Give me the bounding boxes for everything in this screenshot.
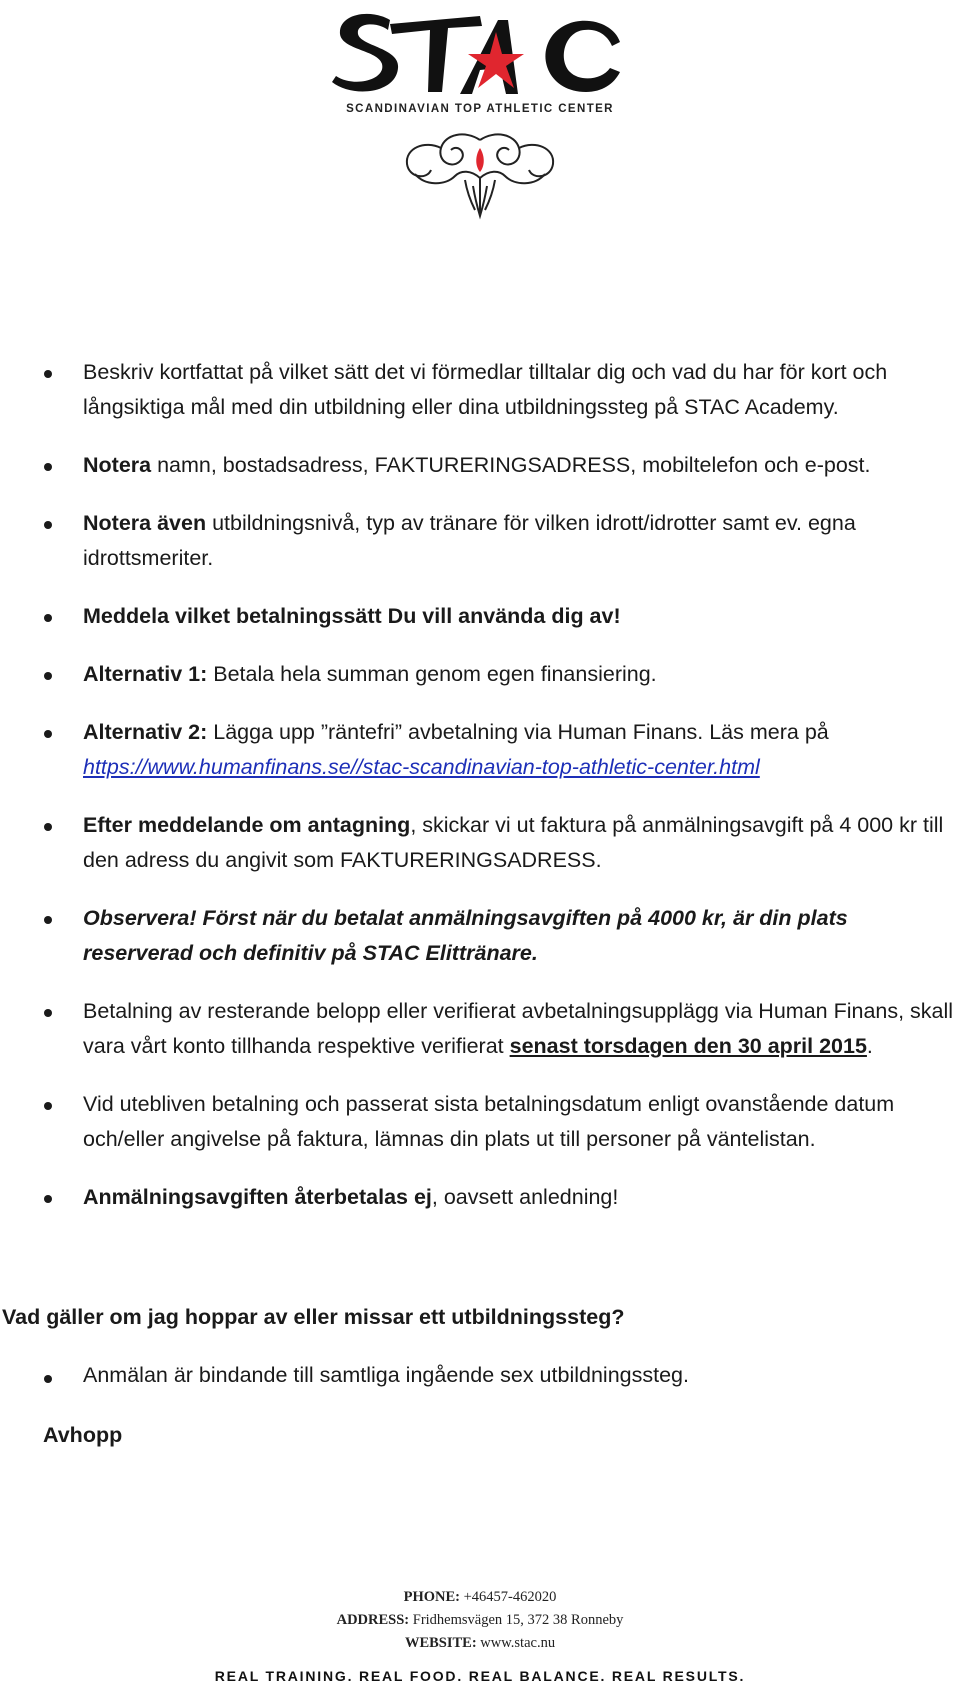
footer-website: WEBSITE: www.stac.nu [404, 1635, 556, 1651]
list-item: Beskriv kortfattat på vilket sätt det vi förmedlar tilltalar dig och vad du har för kort och långsiktiga mål med din utbildning eller dina utbildningssteg på STAC Academy. [0, 355, 960, 425]
ornament-icon [395, 130, 565, 220]
list-item: Anmälan är bindande till samtliga ingående sex utbildningssteg. [0, 1360, 960, 1390]
list-item: Anmälningsavgiften återbetalas ej, oavsett anledning! [0, 1180, 960, 1215]
logo-tagline: SCANDINAVIAN TOP ATHLETIC CENTER [346, 103, 614, 115]
list-item: Efter meddelande om antagning, skickar vi ut faktura på anmälningsavgift på 4 000 kr till den adress du angivit som FAKTURERINGSADRESS. [0, 808, 960, 878]
list-item: Alternativ 2: Lägga upp ”räntefri” avbetalning via Human Finans. Läs mera på https://www.humanfinans.se//stac-scandinavian-top-athletic-center.html [0, 715, 960, 785]
human-finans-link[interactable]: https://www.humanfinans.se//stac-scandinavian-top-athletic-center.html [83, 755, 760, 779]
list-item: Observera! Först när du betalat anmälningsavgiften på 4000 kr, är din plats reserverad och definitiv på STAC Elittränare. [0, 901, 960, 971]
requirements-section [0, 355, 960, 1215]
list-item: Notera även utbildningsnivå, typ av tränare för vilken idrott/idrotter samt ev. egna idrottsmeriter. [0, 506, 960, 576]
footer-phone: PHONE: +46457-462020 [403, 1589, 557, 1605]
list-item: Alternativ 1: Betala hela summan genom egen finansiering. [0, 657, 960, 692]
requirements-list [0, 355, 960, 1215]
contact-footer [0, 1586, 960, 1655]
list-item: Vid utebliven betalning och passerat sista betalningsdatum enligt ovanstående datum och/eller angivelse på faktura, lämnas din plats ut till personer på väntelistan. [0, 1087, 960, 1157]
footer-address: ADDRESS: Fridhemsvägen 15, 372 38 Ronneby [336, 1612, 624, 1628]
payment-deadline: senast torsdagen den 30 april 2015 [509, 1034, 867, 1058]
question-section [0, 1360, 960, 1390]
list-item: Meddela vilket betalningssätt Du vill använda dig av! [0, 599, 960, 634]
subheading: Avhopp [43, 1423, 123, 1447]
section-heading: Vad gäller om jag hoppar av eller missar ett utbildningssteg? [2, 1305, 625, 1329]
stac-logo-wordmark [330, 2, 630, 102]
list-item: Notera namn, bostadsadress, FAKTURERINGSADRESS, mobiltelefon och e-post. [0, 448, 960, 483]
footer-slogan: REAL TRAINING. REAL FOOD. REAL BALANCE. REAL RESULTS. [214, 1668, 746, 1684]
question-list [0, 1360, 960, 1390]
list-item: Betalning av resterande belopp eller verifierat avbetalningsupplägg via Human Finans, skall vara vårt konto tillhanda respektive verifierat senast torsdagen den 30 april 2015. [0, 994, 960, 1064]
header-logo-area [0, 0, 960, 230]
